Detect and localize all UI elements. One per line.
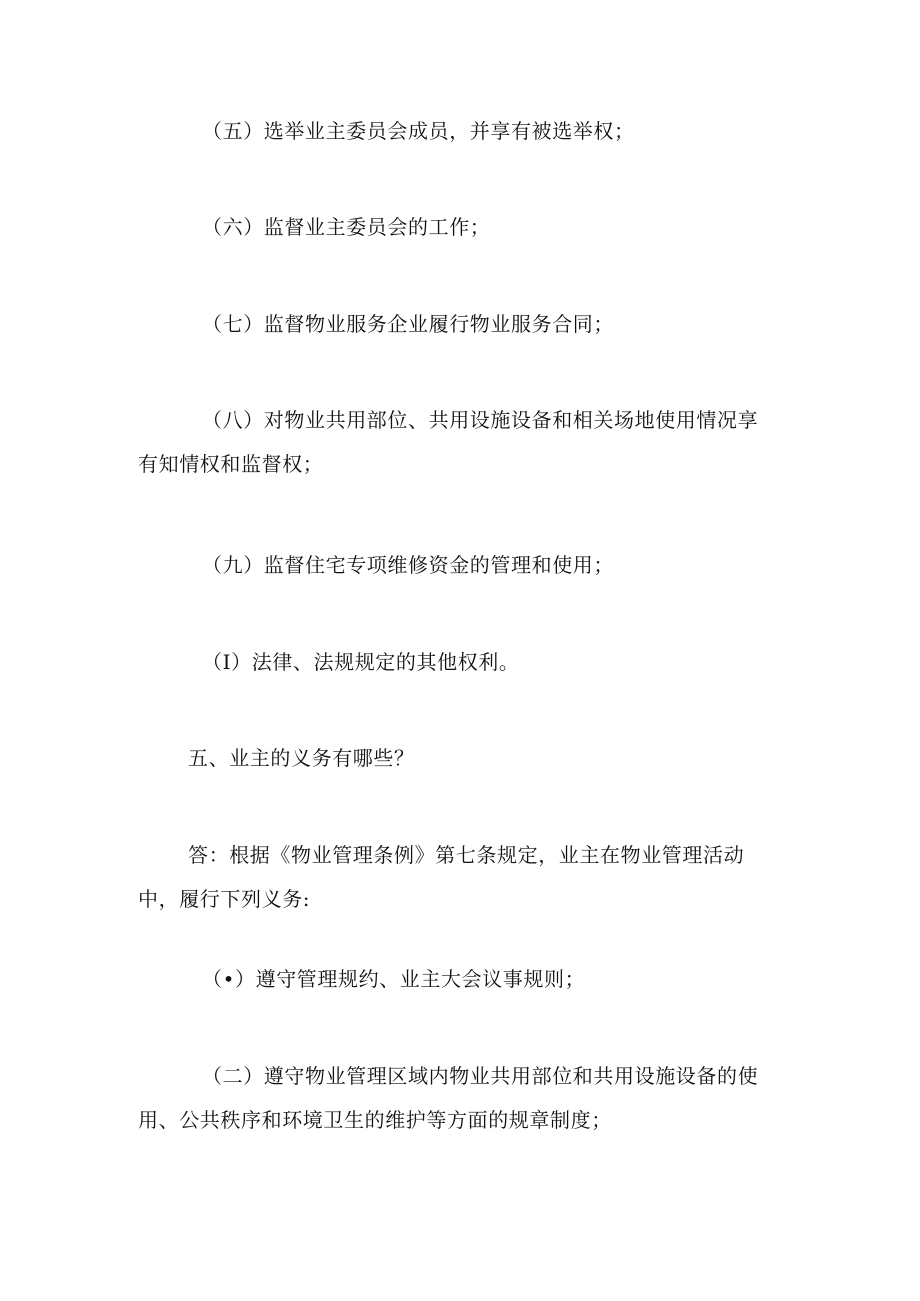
right-item-6 <box>138 205 788 249</box>
right-item-5 <box>138 109 788 153</box>
duty-item-2-line-2: 用、公共秩序和环境卫生的维护等方面的规章制度； <box>138 1108 612 1132</box>
answer-paragraph-line-1: 答：根据《物业管理条例》第七条规定，业主在物业管理活动 <box>188 843 745 867</box>
right-item-6-line-1: （六）监督业主委员会的工作； <box>202 215 491 239</box>
duty-item-1 <box>138 957 788 1001</box>
duty-item-2-line-1: （二）遵守物业管理区域内物业共用部位和共用设施设备的使 <box>202 1064 759 1088</box>
right-item-9 <box>138 543 788 587</box>
right-item-10-line-1: （I）法律、法规规定的其他权利。 <box>202 650 520 674</box>
right-item-8 <box>138 398 788 486</box>
right-item-10 <box>138 640 788 684</box>
right-item-8-line-1: （八）对物业共用部位、共用设施设备和相关场地使用情况享 <box>202 408 759 432</box>
question-heading-line-1: 五、业主的义务有哪些？ <box>188 746 415 770</box>
answer-paragraph <box>138 833 788 921</box>
duty-item-1-line-1: （•）遵守管理规约、业主大会议事规则； <box>202 967 586 991</box>
right-item-7 <box>138 302 788 346</box>
answer-paragraph-line-2: 中，履行下列义务: <box>138 887 311 911</box>
right-item-8-line-2: 有知情权和监督权； <box>138 452 324 476</box>
duty-item-2 <box>138 1054 788 1142</box>
right-item-9-line-1: （九）监督住宅专项维修资金的管理和使用； <box>202 553 614 577</box>
question-heading <box>138 736 788 780</box>
right-item-5-line-1: （五）选举业主委员会成员，并享有被选举权； <box>202 119 635 143</box>
right-item-7-line-1: （七）监督物业服务企业履行物业服务合同； <box>202 312 614 336</box>
